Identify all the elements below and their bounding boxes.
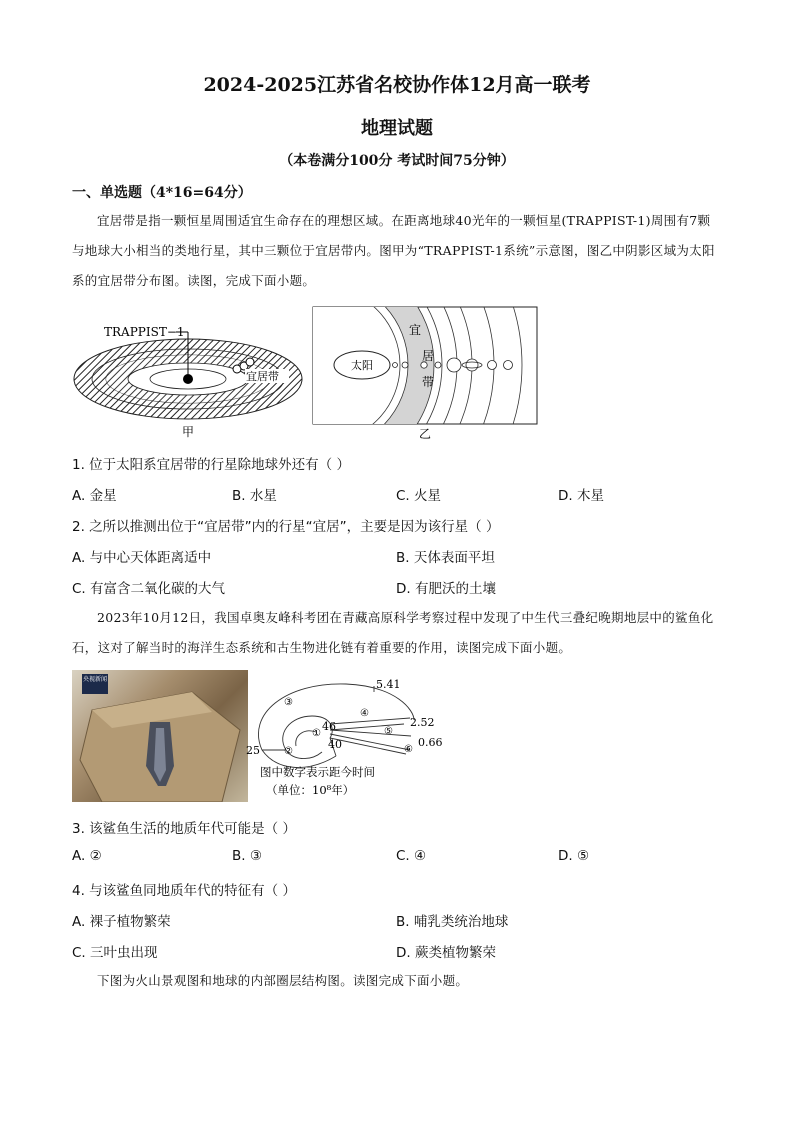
region-1: ①: [312, 728, 321, 739]
label-time-252: 2.52: [410, 716, 435, 729]
passage-habitable-zone: 宜居带是指一颗恒星周围适宜生命存在的理想区域。在距离地球40光年的一颗恒星(TRAPPIST-1)周围有7颗与地球大小相当的类地行星，其中三颗位于宜居带内。图甲为“TRAPPIST-1系统”示意图，图乙中阴影区域为太阳系的宜居带分布图。读图，完成下面小题。: [72, 213, 715, 288]
region-6: ⑥: [404, 744, 413, 755]
zone-char-3: 带: [422, 375, 435, 389]
q4-option-b[interactable]: B. 哺乳类统治地球: [396, 914, 509, 930]
q1-option-c[interactable]: C. 火星: [396, 488, 442, 504]
star-icon: [183, 374, 193, 384]
label-time-25: 25: [246, 744, 260, 757]
region-5: ⑤: [384, 726, 393, 737]
q4-option-d[interactable]: D. 蕨类植物繁荣: [396, 945, 496, 961]
geologic-time-spiral: [246, 674, 446, 802]
exam-note: （本卷满分100分 考试时间75分钟）: [279, 153, 515, 169]
q3-option-b[interactable]: B. ③: [232, 848, 262, 864]
q3-option-d[interactable]: D. ⑤: [558, 848, 590, 864]
q2-option-a[interactable]: A. 与中心天体距离适中: [72, 550, 212, 566]
question-3-stem: 3. 该鲨鱼生活的地质年代可能是（ ）: [72, 821, 296, 837]
q2-option-b[interactable]: B. 天体表面平坦: [396, 550, 495, 566]
spiral-caption-1: 图中数字表示距今时间: [260, 765, 375, 779]
q1-option-a[interactable]: A. 金星: [72, 488, 117, 504]
caption-yi: 乙: [419, 427, 432, 441]
question-1-stem: 1. 位于太阳系宜居带的行星除地球外还有（ ）: [72, 457, 350, 473]
question-4-stem: 4. 与该鲨鱼同地质年代的特征有（ ）: [72, 883, 296, 899]
passage-volcano: 下图为火山景观图和地球的内部圈层结构图。读图完成下面小题。: [97, 973, 469, 988]
q4-option-a[interactable]: A. 裸子植物繁荣: [72, 914, 171, 930]
q3-option-c[interactable]: C. ④: [396, 848, 427, 864]
exam-title: 2024-2025江苏省名校协作体12月高一联考: [203, 74, 591, 96]
label-time-066: 0.66: [418, 736, 443, 749]
star-label: TRAPPIST−1: [104, 325, 185, 339]
trappist-system-diagram: [74, 325, 302, 439]
photo-badge: 央视新闻: [83, 676, 108, 683]
zone-char-1: 宜: [409, 323, 422, 337]
label-time-40: 40: [328, 738, 342, 751]
caption-jia: 甲: [182, 425, 195, 439]
label-time-46: 46: [322, 720, 336, 733]
q4-option-c[interactable]: C. 三叶虫出现: [72, 945, 158, 961]
zone-char-2: 居: [422, 349, 435, 363]
sun-label: 太阳: [351, 359, 373, 372]
q1-option-b[interactable]: B. 水星: [232, 488, 277, 504]
question-2-stem: 2. 之所以推测出位于“宜居带”内的行星“宜居”，主要是因为该行星（ ）: [72, 519, 500, 535]
region-3: ③: [284, 697, 293, 708]
q3-option-a[interactable]: A. ②: [72, 848, 102, 864]
q1-option-d[interactable]: D. 木星: [558, 488, 604, 504]
passage-shark-fossil: 2023年10月12日，我国卓奥友峰科考团在青藏高原科学考察过程中发现了中生代三叠纪晚期地层中的鲨鱼化石，这对了解当时的海洋生态系统和古生物进化链有着重要的作用，读图完成下面小题。: [72, 610, 714, 655]
zone-label-jia: 宜居带: [246, 370, 279, 383]
label-time-541: 5.41: [376, 678, 401, 691]
shark-fossil-photo: [72, 670, 248, 802]
q2-option-c[interactable]: C. 有富含二氧化碳的大气: [72, 581, 226, 597]
section-heading: 一、单选题（4*16=64分）: [72, 185, 252, 201]
figure-habitable-zone: [72, 304, 542, 444]
region-2: ②: [284, 746, 293, 757]
q2-option-d[interactable]: D. 有肥沃的土壤: [396, 581, 496, 597]
subject-title: 地理试题: [361, 118, 433, 139]
spiral-caption-2: （单位：10⁸年）: [266, 783, 355, 797]
region-4: ④: [360, 708, 369, 719]
